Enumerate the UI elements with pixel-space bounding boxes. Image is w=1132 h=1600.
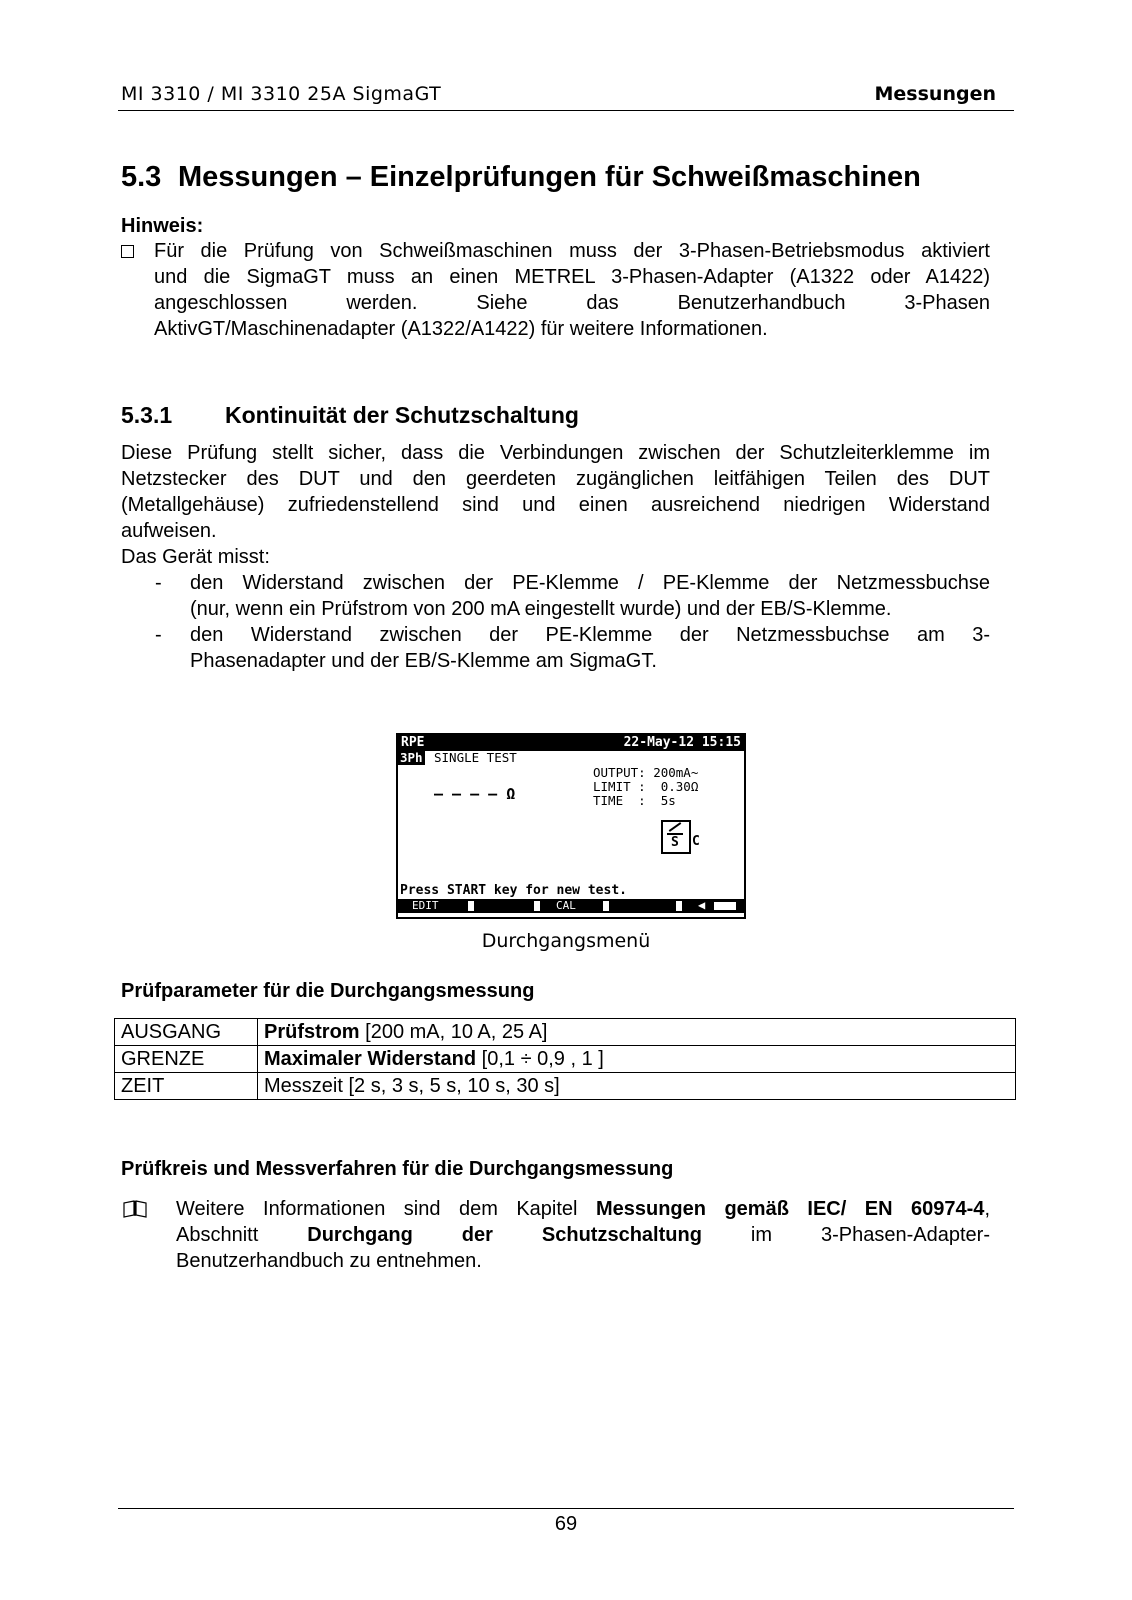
screen-title-bar — [398, 735, 744, 751]
table-row — [115, 1046, 1016, 1073]
reference-line: Abschnitt Durchgang der Schutzschaltung im 3-Phasen-Adapter- — [176, 1224, 990, 1246]
screen-time: TIME : 5s — [593, 793, 676, 808]
note-line: Für die Prüfung von Schweißmaschinen muss der 3-Phasen-Betriebsmodus aktiviert — [154, 240, 990, 262]
soft-key-bar — [398, 899, 744, 913]
section-number: 5.3 — [121, 161, 162, 193]
params-heading: Prüfparameter für die Durchgangsmessung — [121, 980, 535, 1002]
subsection-number: 5.3.1 — [121, 402, 173, 428]
figure-caption: Durchgangsmenü — [481, 930, 651, 952]
list-item-line: (nur, wenn ein Prüfstrom von 200 mA eingestellt wurde) und der EB/S-Klemme. — [190, 598, 892, 620]
battery-icon — [714, 902, 736, 910]
subsection-title: Kontinuität der Schutzschaltung — [225, 402, 579, 428]
section-title: Messungen – Einzelprüfungen für Schweißmaschinen — [178, 161, 921, 193]
screen-output: OUTPUT: 200mA~ — [593, 765, 699, 780]
list-item — [190, 622, 990, 674]
intro-line: aufweisen. — [121, 520, 217, 542]
plug-icon: ◀ — [698, 898, 706, 912]
section-heading — [121, 161, 921, 194]
list-item-line: den Widerstand zwischen der PE-Klemme / PE-Klemme der Netzmessbuchse — [190, 572, 990, 594]
list-dash: - — [155, 572, 162, 594]
running-header-title: MI 3310 / MI 3310 25A SigmaGT — [121, 83, 442, 105]
note-bullet-icon — [121, 245, 134, 263]
intro-line: (Metallgehäuse) zufriedenstellend sind und einen ausreichend niedrigen Widerstand — [121, 494, 990, 516]
table-row — [115, 1073, 1016, 1100]
param-name: ZEIT — [115, 1073, 258, 1100]
screen-prompt: Press START key for new test. — [400, 883, 627, 898]
running-header-chapter: Messungen — [874, 83, 996, 105]
soft-key-edit[interactable]: EDIT — [412, 899, 439, 912]
screen-reading: — — — — Ω — [434, 785, 516, 803]
device-screen — [396, 733, 746, 919]
note-line: angeschlossen werden. Siehe das Benutzerhandbuch 3-Phasen — [154, 292, 990, 314]
reference-paragraph — [176, 1196, 990, 1274]
params-table — [114, 1018, 1016, 1100]
book-icon — [123, 1200, 147, 1223]
table-row — [115, 1019, 1016, 1046]
page-number: 69 — [554, 1513, 578, 1535]
measures-label: Das Gerät misst: — [121, 546, 270, 568]
screen-datetime: 22-May-12 15:15 — [623, 735, 741, 750]
note-line: AktivGT/Maschinenadapter (A1322/A1422) für weitere Informationen. — [154, 318, 768, 340]
list-item — [190, 570, 990, 622]
screen-limit: LIMIT : 0.30Ω — [593, 779, 699, 794]
intro-line: Diese Prüfung stellt sicher, dass die Verbindungen zwischen der Schutzleiterklemme im — [121, 442, 990, 464]
intro-paragraph — [121, 440, 990, 570]
list-item-line: den Widerstand zwischen der PE-Klemme der Netzmessbuchse am 3- — [190, 624, 990, 646]
list-dash: - — [155, 624, 162, 646]
param-description: Messzeit [2 s, 3 s, 5 s, 10 s, 30 s] — [258, 1073, 1016, 1100]
screen-title: RPE — [401, 735, 425, 750]
param-description: Prüfstrom [200 mA, 10 A, 25 A] — [258, 1019, 1016, 1046]
subsection-heading — [121, 402, 579, 429]
earth-terminal-icon — [661, 820, 691, 854]
note-label: Hinweis: — [121, 215, 204, 237]
icon-letter: S — [671, 835, 679, 850]
param-name: AUSGANG — [115, 1019, 258, 1046]
reference-line: Benutzerhandbuch zu entnehmen. — [176, 1250, 482, 1272]
mode-badge: 3Ph — [400, 750, 423, 765]
screen-mode: SINGLE TEST — [434, 750, 517, 765]
icon-suffix: C — [692, 834, 700, 849]
param-name: GRENZE — [115, 1046, 258, 1073]
param-description: Maximaler Widerstand [0,1 ÷ 0,9 , 1 ] — [258, 1046, 1016, 1073]
note-line: und die SigmaGT muss an einen METREL 3-Phasen-Adapter (A1322 oder A1422) — [154, 266, 990, 288]
reference-line: Weitere Informationen sind dem Kapitel Messungen gemäß IEC/ EN 60974-4, — [176, 1198, 990, 1220]
list-item-line: Phasenadapter und der EB/S-Klemme am SigmaGT. — [190, 650, 657, 672]
soft-key-cal[interactable]: CAL — [556, 899, 576, 912]
intro-line: Netzstecker des DUT und den geerdeten zugänglichen leitfähigen Teilen des DUT — [121, 468, 990, 490]
circuit-heading: Prüfkreis und Messverfahren für die Durchgangsmessung — [121, 1158, 674, 1180]
footer-rule — [118, 1508, 1014, 1509]
note-body — [154, 238, 990, 342]
header-rule — [118, 110, 1014, 111]
